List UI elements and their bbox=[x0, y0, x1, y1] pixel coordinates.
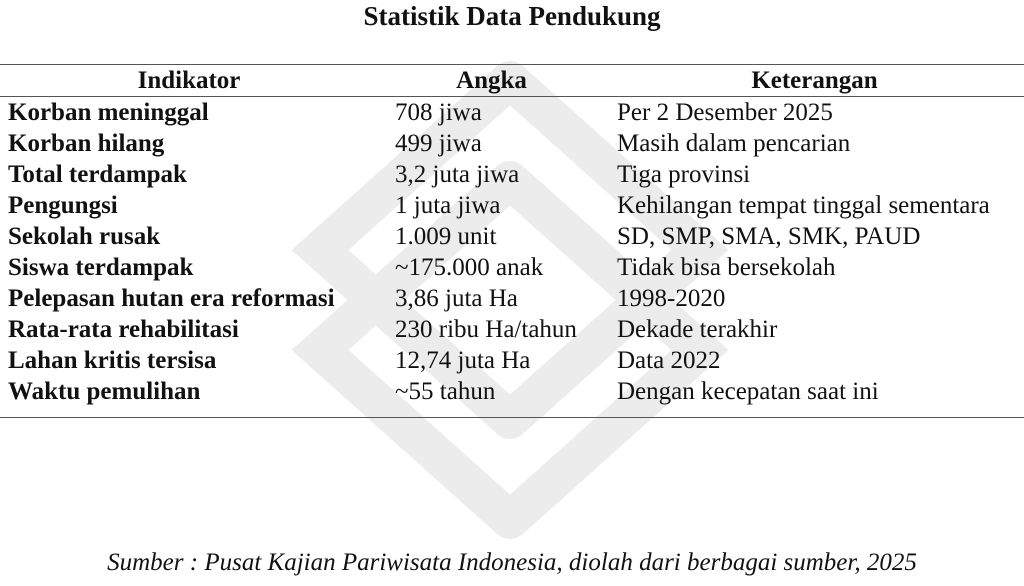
header-indikator: Indikator bbox=[0, 65, 378, 97]
cell-indikator: Pelepasan hutan era reformasi bbox=[8, 285, 335, 312]
table-row bbox=[0, 314, 1024, 345]
table-row bbox=[0, 345, 1024, 376]
cell-keterangan: Masih dalam pencarian bbox=[617, 130, 851, 157]
cell-angka: 230 ribu Ha/tahun bbox=[395, 316, 577, 343]
cell-indikator: Rata-rata rehabilitasi bbox=[8, 316, 239, 343]
cell-indikator: Korban meninggal bbox=[8, 99, 209, 126]
table-row bbox=[0, 190, 1024, 221]
cell-indikator: Waktu pemulihan bbox=[0, 376, 378, 418]
cell-keterangan: 1998-2020 bbox=[617, 285, 726, 312]
cell-angka: ~55 tahun bbox=[378, 376, 605, 418]
table-row bbox=[0, 97, 1024, 129]
cell-angka: 3,2 juta jiwa bbox=[395, 161, 520, 188]
cell-angka: 499 jiwa bbox=[395, 130, 482, 157]
cell-indikator: Korban hilang bbox=[8, 130, 165, 157]
table-row bbox=[0, 252, 1024, 283]
statistics-table bbox=[0, 64, 1024, 418]
cell-angka: 3,86 juta Ha bbox=[395, 285, 518, 312]
cell-indikator: Siswa terdampak bbox=[8, 254, 194, 281]
cell-indikator: Sekolah rusak bbox=[8, 223, 161, 250]
table-row bbox=[0, 221, 1024, 252]
cell-keterangan: Dekade terakhir bbox=[617, 316, 778, 343]
cell-keterangan: Data 2022 bbox=[617, 347, 721, 374]
cell-angka: 12,74 juta Ha bbox=[395, 347, 531, 374]
table-row bbox=[0, 376, 1024, 418]
source-caption: Sumber : Pusat Kajian Pariwisata Indonesia, diolah dari berbagai sumber, 2025 bbox=[107, 549, 917, 576]
cell-keterangan: Tidak bisa bersekolah bbox=[617, 254, 836, 281]
page-title: Statistik Data Pendukung bbox=[363, 1, 661, 31]
cell-angka: 1.009 unit bbox=[395, 223, 497, 250]
header-keterangan: Keterangan bbox=[605, 65, 1024, 97]
cell-keterangan: Dengan kecepatan saat ini bbox=[605, 376, 1024, 418]
table-header-row bbox=[0, 65, 1024, 97]
cell-angka: 1 juta jiwa bbox=[395, 192, 501, 219]
cell-keterangan: Tiga provinsi bbox=[617, 161, 751, 188]
cell-keterangan: Kehilangan tempat tinggal sementara bbox=[617, 192, 990, 219]
cell-keterangan: Per 2 Desember 2025 bbox=[617, 99, 833, 126]
header-angka: Angka bbox=[378, 65, 605, 97]
cell-angka: 708 jiwa bbox=[395, 99, 482, 126]
table-row bbox=[0, 159, 1024, 190]
cell-indikator: Total terdampak bbox=[8, 161, 187, 188]
cell-angka: ~175.000 anak bbox=[395, 254, 544, 281]
cell-indikator: Pengungsi bbox=[8, 192, 118, 219]
cell-indikator: Lahan kritis tersisa bbox=[8, 347, 217, 374]
table-row bbox=[0, 128, 1024, 159]
table-row bbox=[0, 283, 1024, 314]
cell-keterangan: SD, SMP, SMA, SMK, PAUD bbox=[617, 223, 921, 250]
